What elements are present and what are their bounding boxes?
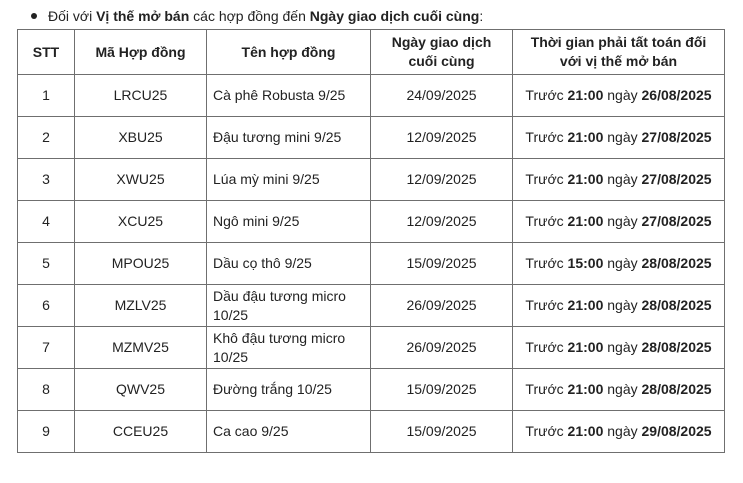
settlement-day-word: ngày [603, 339, 642, 355]
table-row [18, 117, 725, 159]
cell-contract-name: Dầu đậu tương micro 10/25 [207, 285, 371, 327]
intro-position-type: Vị thế mở bán [96, 8, 190, 24]
settlement-time: 15:00 [567, 255, 604, 271]
cell-settlement-time [513, 369, 725, 411]
cell-settlement-time [513, 285, 725, 327]
settlement-date: 27/08/2025 [641, 129, 712, 145]
cell-last-trading-day: 15/09/2025 [371, 243, 513, 285]
table-body [18, 75, 725, 453]
table-row [18, 285, 725, 327]
cell-contract-code: MZLV25 [75, 285, 207, 327]
cell-stt: 4 [18, 201, 75, 243]
cell-contract-code: CCEU25 [75, 411, 207, 453]
settlement-date: 27/08/2025 [641, 213, 712, 229]
table-row [18, 243, 725, 285]
header-stt: STT [18, 30, 75, 75]
cell-stt: 5 [18, 243, 75, 285]
settlement-before-text: Trước [525, 213, 568, 229]
settlement-date: 28/08/2025 [641, 255, 712, 271]
settlement-day-word: ngày [603, 213, 642, 229]
settlement-time: 21:00 [567, 171, 604, 187]
cell-last-trading-day: 24/09/2025 [371, 75, 513, 117]
settlement-before-text: Trước [525, 171, 568, 187]
settlement-day-word: ngày [603, 423, 642, 439]
cell-contract-name: Đậu tương mini 9/25 [207, 117, 371, 159]
cell-last-trading-day: 12/09/2025 [371, 201, 513, 243]
table-row [18, 327, 725, 369]
cell-contract-name: Khô đậu tương micro 10/25 [207, 327, 371, 369]
settlement-date: 28/08/2025 [641, 339, 712, 355]
intro-suffix: : [479, 8, 484, 24]
table-row [18, 75, 725, 117]
settlement-time: 21:00 [567, 381, 604, 397]
settlement-time: 21:00 [567, 129, 604, 145]
settlement-day-word: ngày [603, 171, 642, 187]
cell-stt: 6 [18, 285, 75, 327]
settlement-time: 21:00 [567, 423, 604, 439]
intro-line [0, 6, 743, 26]
settlement-day-word: ngày [603, 297, 642, 313]
settlement-time: 21:00 [567, 213, 604, 229]
cell-contract-name: Ca cao 9/25 [207, 411, 371, 453]
cell-contract-name: Cà phê Robusta 9/25 [207, 75, 371, 117]
settlement-time: 21:00 [567, 297, 604, 313]
settlement-time: 21:00 [567, 339, 604, 355]
settlement-before-text: Trước [525, 381, 568, 397]
cell-contract-name: Dầu cọ thô 9/25 [207, 243, 371, 285]
header-last-trading-day: Ngày giao dịch cuối cùng [371, 30, 513, 75]
cell-last-trading-day: 15/09/2025 [371, 411, 513, 453]
settlement-date: 27/08/2025 [641, 171, 712, 187]
cell-contract-name: Ngô mini 9/25 [207, 201, 371, 243]
cell-last-trading-day: 26/09/2025 [371, 285, 513, 327]
cell-stt: 9 [18, 411, 75, 453]
table-row [18, 159, 725, 201]
cell-contract-code: QWV25 [75, 369, 207, 411]
cell-contract-name: Đường trắng 10/25 [207, 369, 371, 411]
cell-last-trading-day: 15/09/2025 [371, 369, 513, 411]
header-contract-code: Mã Hợp đồng [75, 30, 207, 75]
cell-settlement-time [513, 117, 725, 159]
cell-contract-code: MPOU25 [75, 243, 207, 285]
table-row [18, 369, 725, 411]
table-row [18, 411, 725, 453]
cell-contract-code: XBU25 [75, 117, 207, 159]
header-contract-name: Tên hợp đồng [207, 30, 371, 75]
settlement-day-word: ngày [603, 381, 642, 397]
intro-deadline-label: Ngày giao dịch cuối cùng [309, 8, 480, 24]
settlement-day-word: ngày [603, 129, 642, 145]
intro-middle: các hợp đồng đến [189, 8, 310, 24]
table-header-row [18, 30, 725, 75]
settlement-time: 21:00 [567, 87, 604, 103]
cell-settlement-time [513, 75, 725, 117]
settlement-before-text: Trước [525, 87, 568, 103]
intro-prefix: Đối với [48, 8, 97, 24]
cell-settlement-time [513, 159, 725, 201]
settlement-day-word: ngày [603, 87, 642, 103]
cell-settlement-time [513, 201, 725, 243]
cell-last-trading-day: 12/09/2025 [371, 159, 513, 201]
cell-stt: 2 [18, 117, 75, 159]
cell-contract-code: LRCU25 [75, 75, 207, 117]
cell-settlement-time [513, 327, 725, 369]
table-row [18, 201, 725, 243]
settlement-date: 29/08/2025 [641, 423, 712, 439]
cell-contract-code: XCU25 [75, 201, 207, 243]
settlement-before-text: Trước [525, 297, 568, 313]
cell-settlement-time [513, 243, 725, 285]
cell-stt: 7 [18, 327, 75, 369]
settlement-before-text: Trước [525, 255, 568, 271]
settlement-before-text: Trước [525, 129, 568, 145]
cell-contract-code: XWU25 [75, 159, 207, 201]
cell-stt: 8 [18, 369, 75, 411]
settlement-day-word: ngày [603, 255, 642, 271]
bullet-icon [31, 13, 37, 19]
header-settlement-time: Thời gian phải tất toán đối với vị thế mở bán [513, 30, 725, 75]
cell-contract-name: Lúa mỳ mini 9/25 [207, 159, 371, 201]
contracts-table [17, 29, 725, 453]
cell-stt: 3 [18, 159, 75, 201]
cell-last-trading-day: 12/09/2025 [371, 117, 513, 159]
settlement-date: 28/08/2025 [641, 381, 712, 397]
cell-stt: 1 [18, 75, 75, 117]
settlement-date: 28/08/2025 [641, 297, 712, 313]
settlement-before-text: Trước [525, 423, 568, 439]
settlement-before-text: Trước [525, 339, 568, 355]
cell-last-trading-day: 26/09/2025 [371, 327, 513, 369]
cell-contract-code: MZMV25 [75, 327, 207, 369]
settlement-date: 26/08/2025 [641, 87, 712, 103]
cell-settlement-time [513, 411, 725, 453]
